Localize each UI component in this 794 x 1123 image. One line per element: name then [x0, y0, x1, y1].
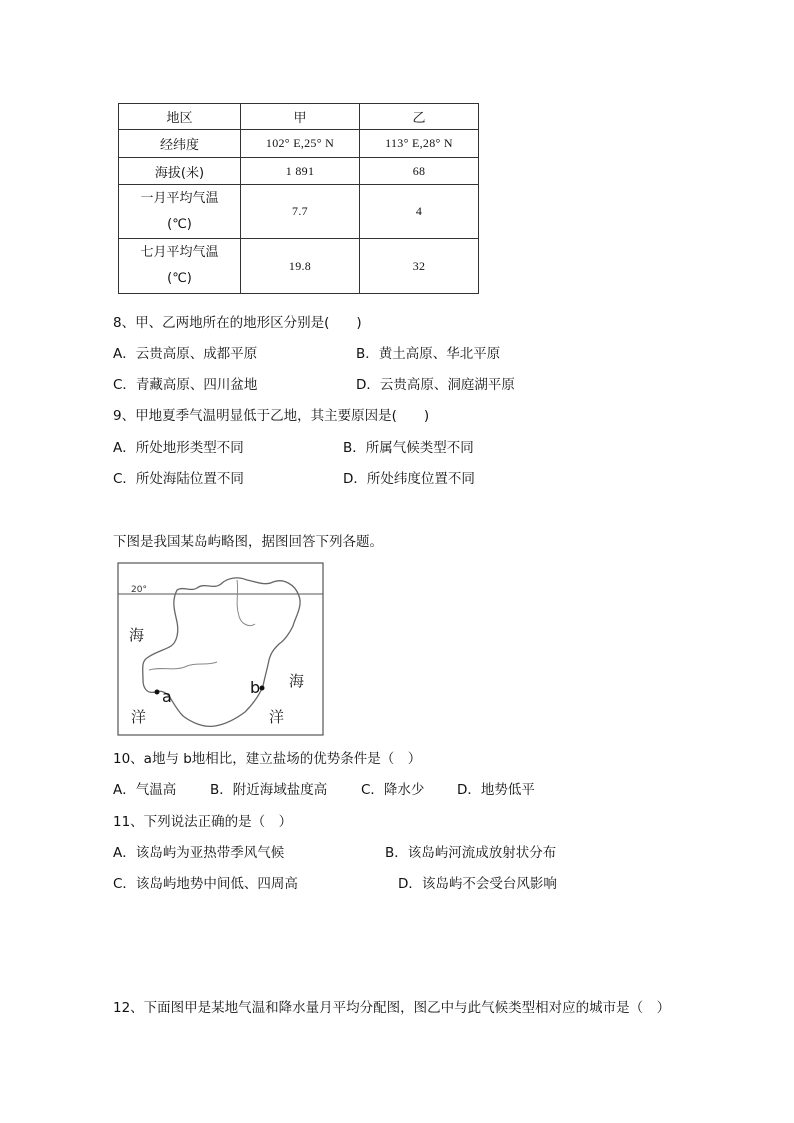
table-row [119, 185, 479, 239]
latitude-label: 20° [131, 585, 147, 595]
map-intro-text: 下图是我国某岛屿略图，据图回答下列各题。 [113, 534, 383, 550]
table-cell: 113° E,28° N [360, 130, 479, 158]
table-header-jia: 甲 [241, 104, 360, 130]
question-10-option-b: B．附近海域盐度高 [210, 782, 328, 798]
question-9-stem: 9、甲地夏季气温明显低于乙地，其主要原因是( ) [113, 408, 430, 424]
question-11-option-a: A．该岛屿为亚热带季风气候 [113, 845, 285, 861]
island-river-line [149, 662, 217, 670]
question-11-option-c: C．该岛屿地势中间低、四周高 [113, 876, 298, 892]
table-cell: 7.7 [241, 185, 360, 239]
point-b-marker [260, 686, 265, 691]
table-header-yi: 乙 [360, 104, 479, 130]
question-9-option-d: D．所处纬度位置不同 [343, 471, 475, 487]
island-inner-contour [237, 580, 255, 626]
question-12-stem: 12、下面图甲是某地气温和降水量月平均分配图，图乙中与此气候类型相对应的城市是（ ） [113, 1000, 671, 1016]
label-line-1: 七月平均气温 [140, 245, 219, 260]
question-10-stem: 10、a地与 b地相比，建立盐场的优势条件是（ ） [113, 751, 422, 767]
question-10-option-d: D．地势低平 [457, 782, 535, 798]
label-line-2: (℃) [167, 271, 192, 286]
question-11-option-d: D．该岛屿不会受台风影响 [398, 876, 557, 892]
table-cell: 32 [360, 239, 479, 294]
question-11-stem: 11、下列说法正确的是（ ） [113, 814, 293, 830]
table-cell: 4 [360, 185, 479, 239]
table-header-region: 地区 [119, 104, 241, 130]
table-row [119, 158, 479, 185]
map-frame [118, 563, 323, 735]
sea-label-right: 海 [289, 672, 305, 690]
table-cell: 19.8 [241, 239, 360, 294]
question-8-option-a: A．云贵高原、成都平原 [113, 346, 258, 362]
island-map [117, 562, 327, 738]
table-row-label: 经纬度 [119, 130, 241, 158]
question-10-option-a: A．气温高 [113, 782, 177, 798]
question-9-option-a: A．所处地形类型不同 [113, 440, 244, 456]
table-row [119, 130, 479, 158]
table-row-label [119, 185, 241, 239]
sea-label-left: 海 [129, 626, 145, 644]
point-a-label: a [162, 687, 172, 706]
question-9-option-b: B．所属气候类型不同 [343, 440, 474, 456]
table-row-label: 海拔(米) [119, 158, 241, 185]
question-8-option-b: B．黄土高原、华北平原 [356, 346, 501, 362]
question-10-option-c: C．降水少 [361, 782, 425, 798]
table-row [119, 239, 479, 294]
table-cell: 68 [360, 158, 479, 185]
question-11-option-b: B．该岛屿河流成放射状分布 [385, 845, 557, 861]
point-b-label: b [250, 678, 261, 697]
ocean-label-left: 洋 [131, 708, 147, 726]
question-8-option-d: D．云贵高原、洞庭湖平原 [356, 377, 515, 393]
table-cell: 1 891 [241, 158, 360, 185]
table-row-label [119, 239, 241, 294]
table-cell: 102° E,25° N [241, 130, 360, 158]
label-line-2: (℃) [167, 216, 192, 232]
table-header-row [119, 104, 479, 130]
point-a-marker [155, 690, 160, 695]
question-8-stem: 8、甲、乙两地所在的地形区分别是( ) [113, 315, 362, 331]
climate-table [118, 103, 479, 294]
label-line-1: 一月平均气温 [140, 190, 219, 206]
question-8-option-c: C．青藏高原、四川盆地 [113, 377, 258, 393]
ocean-label-right: 洋 [269, 708, 285, 726]
question-9-option-c: C．所处海陆位置不同 [113, 471, 244, 487]
